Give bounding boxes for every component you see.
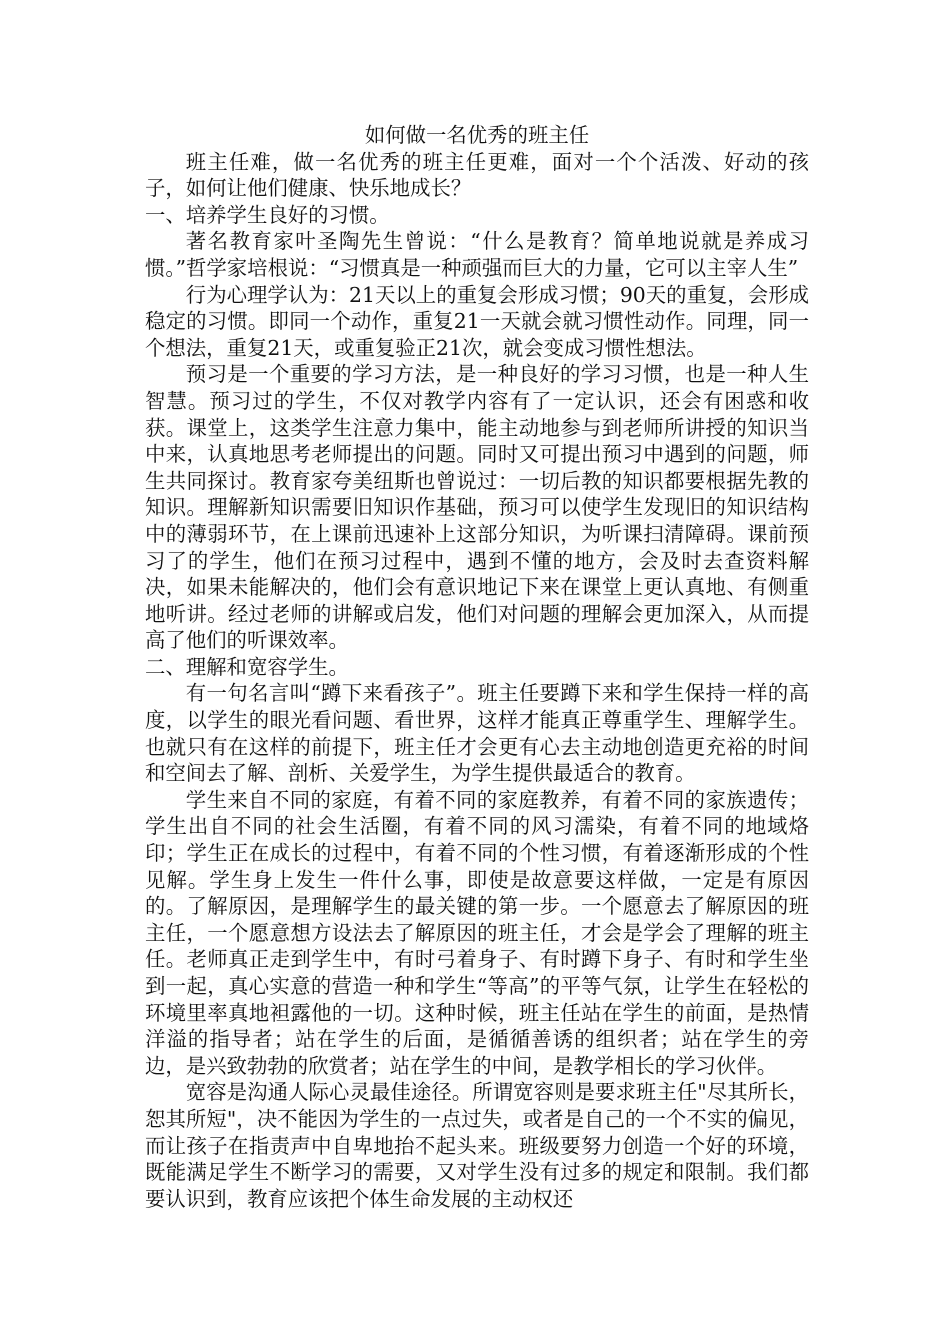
paragraph-tolerance: 宽容是沟通人际心灵最佳途径。所谓宽容则是要求班主任"尽其所长，恕其所短"，决不能因为学生的一点过失，或者是自己的一个不实的偏见，而让孩子在指责声中自卑地抬不起头来。班级要努力创造一个好的环境，既能满足学生不断学习的需要，又对学生没有过多的规定和限制。我们都要认识到，教育应该把个体生命发展的主动权还 xyxy=(145,1080,809,1211)
paragraph-21-days: 行为心理学认为：21天以上的重复会形成习惯；90天的重复，会形成稳定的习惯。即同一个动作，重复21一天就会就习惯性动作。同理，同一个想法，重复21天，或重复验正21次，就会变成习惯性想法。 xyxy=(145,282,809,360)
paragraph-quote-ye-shengtao: 著名教育家叶圣陶先生曾说：“什么是教育？简单地说就是养成习惯。”哲学家培根说：“习惯真是一种顽强而巨大的力量，它可以主宰人生” xyxy=(145,229,809,280)
paragraph-preview: 预习是一个重要的学习方法，是一种良好的学习习惯，也是一种人生智慧。预习过的学生，不仅对教学内容有了一定认识，还会有困惑和收获。课堂上，这类学生注意力集中，能主动地参与到老师所讲授的知识当中来，认真地思考老师提出的问题。同时又可提出预习中遇到的问题，师生共同探讨。教育家夸美纽斯也曾说过：一切后教的知识都要根据先教的知识。理解新知识需要旧知识作基础，预习可以使学生发现旧的知识结构中的薄弱环节，在上课前迅速补上这部分知识，为听课扫清障碍。课前预习了的学生，他们在预习过程中，遇到不懂的地方，会及时去查资料解决，如果未能解决的，他们会有意识地记下来在课堂上更认真地、有侧重地听讲。经过老师的讲解或启发，他们对问题的理解会更加深入，从而提高了他们的听课效率。 xyxy=(145,362,809,653)
document-page xyxy=(145,122,809,1212)
section-heading-2: 二、理解和宽容学生。 xyxy=(145,654,349,679)
paragraph-intro: 班主任难，做一名优秀的班主任更难，面对一个个活泼、好动的孩子，如何让他们健康、快乐地成长？ xyxy=(145,149,809,201)
paragraph-squat-down: 有一句名言叫“蹲下来看孩子”。班主任要蹲下来和学生保持一样的高度，以学生的眼光看问题、看世界，这样才能真正尊重学生、理解学生。也就只有在这样的前提下，班主任才会更有心去主动地创造更充裕的时间和空间去了解、剖析、关爱学生，为学生提供最适合的教育。 xyxy=(145,681,809,786)
document-title: 如何做一名优秀的班主任 xyxy=(364,123,590,147)
paragraph-different-families: 学生来自不同的家庭，有着不同的家庭教养，有着不同的家族遗传；学生出自不同的社会生活圈，有着不同的风习濡染，有着不同的地域烙印；学生正在成长的过程中，有着不同的个性习惯，有着逐渐形成的个性见解。学生身上发生一件什么事，即使是故意要这样做，一定是有原因的。了解原因，是理解学生的最关键的第一步。一个愿意去了解原因的班主任，一个愿意想方设法去了解原因的班主任，才会是学会了理解的班主任。老师真正走到学生中，有时弓着身子、有时蹲下身子、有时和学生坐到一起，真心实意的营造一种和学生“等高”的平等气氛，让学生在轻松的环境里率真地袒露他的一切。这种时候，班主任站在学生的前面，是热情洋溢的指导者；站在学生的后面，是循循善诱的组织者；站在学生的旁边，是兴致勃勃的欣赏者；站在学生的中间，是教学相长的学习伙伴。 xyxy=(145,787,809,1078)
section-heading-1: 一、培养学生良好的习惯。 xyxy=(145,202,390,227)
